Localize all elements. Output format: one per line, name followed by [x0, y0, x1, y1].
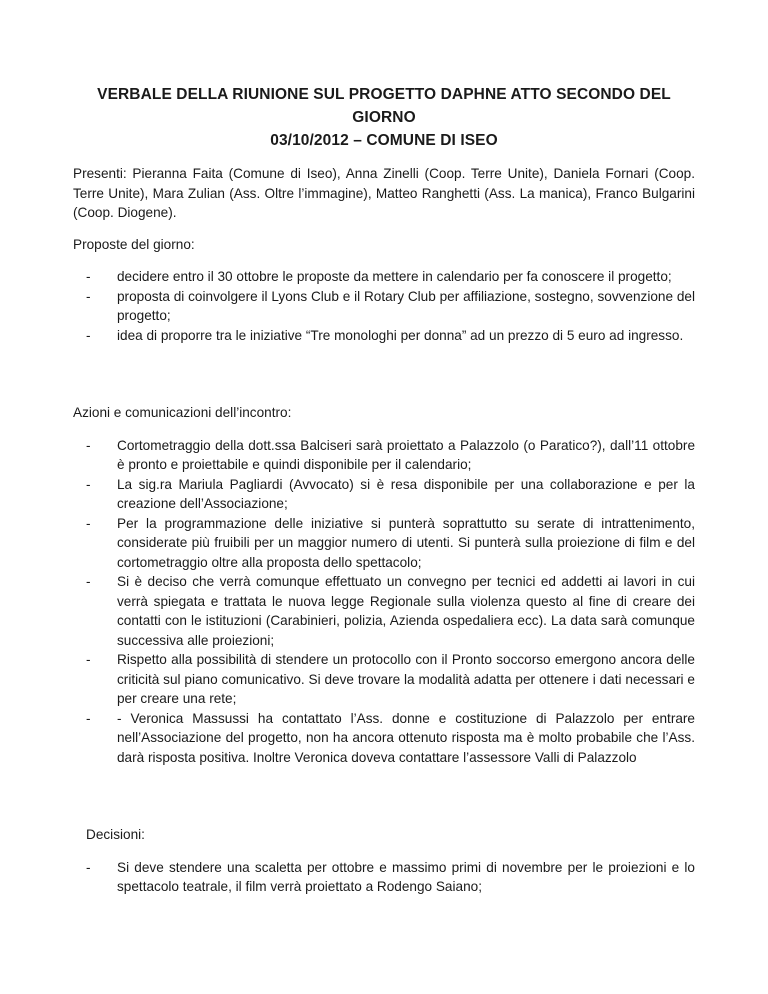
list-item — [73, 709, 695, 768]
dash-marker: - — [86, 437, 91, 453]
dash-marker: - — [86, 710, 91, 726]
azioni-list — [73, 436, 695, 768]
presenti-paragraph: Presenti: Pieranna Faita (Comune di Iseo), Anna Zinelli (Coop. Terre Unite), Daniela Fornari (Coop. Terre Unite), Mara Zulian (Ass. Oltre l’immagine), Matteo Ranghetti (Ass. La manica), Franco Bulgarini (Coop. Diogene). — [73, 166, 695, 220]
list-item — [73, 267, 695, 287]
dash-marker: - — [86, 327, 91, 343]
proposte-label: Proposte del giorno: — [73, 236, 195, 252]
decisioni-section — [73, 825, 695, 897]
proposte-list — [73, 267, 695, 345]
list-item-text: Rispetto alla possibilità di stendere un protocollo con il Pronto soccorso emergono ancora delle criticità sul piano comunicativo. Si deve trovare la modalità adatta per ottenere i dati necessari e per creare una rete; — [117, 652, 695, 706]
dash-marker: - — [86, 574, 91, 589]
decisioni-label: Decisioni: — [86, 827, 145, 842]
list-item — [73, 326, 695, 346]
list-item — [73, 287, 695, 326]
azioni-label: Azioni e comunicazioni dell’incontro: — [73, 405, 292, 420]
list-item-text: idea di proporre tra le iniziative “Tre monologhi per donna” ad un prezzo di 5 euro ad ingresso. — [117, 327, 684, 343]
list-item — [73, 436, 695, 475]
list-item-text: Si deve stendere una scaletta per ottobre e massimo primi di novembre per le proiezioni e lo spettacolo teatrale, il film verrà proiettato a Rodengo Saiano; — [117, 859, 695, 894]
list-item-text: La sig.ra Mariula Pagliardi (Avvocato) si è resa disponibile per una collaborazione e per la creazione dell’Associazione; — [117, 476, 695, 511]
dash-marker: - — [86, 269, 91, 284]
list-item-text: Cortometraggio della dott.ssa Balciseri sarà proiettato a Palazzolo (o Paratico?), dall’11 ottobre è pronto e proiettabile e quindi disponibile per il calendario; — [117, 437, 695, 472]
dash-marker: - — [86, 476, 91, 492]
list-item — [73, 475, 695, 514]
title-line-2: 03/10/2012 – COMUNE DI ISEO — [270, 132, 498, 149]
title-line-1: VERBALE DELLA RIUNIONE SUL PROGETTO DAPHNE ATTO SECONDO DEL GIORNO — [97, 86, 671, 126]
decisioni-list — [86, 858, 695, 897]
list-item-text: decidere entro il 30 ottobre le proposte da mettere in calendario per fa conoscere il progetto; — [117, 269, 672, 284]
dash-marker: - — [86, 515, 91, 531]
dash-marker: - — [86, 652, 91, 667]
list-item-text: proposta di coinvolgere il Lyons Club e il Rotary Club per affiliazione, sostegno, sovvenzione del progetto; — [117, 288, 695, 323]
list-item — [73, 650, 695, 709]
dash-marker: - — [86, 859, 91, 875]
list-item — [86, 858, 695, 897]
list-item — [73, 514, 695, 573]
document-title — [73, 83, 695, 152]
dash-marker: - — [86, 288, 91, 304]
list-item — [73, 572, 695, 650]
list-item-text: Si è deciso che verrà comunque effettuato un convegno per tecnici ed addetti ai lavori in cui verrà spiegata e trattata le nuova legge Regionale sulla violenza questo al fine di creare dei contatti con le istituzioni (Carabinieri, polizia, Azienda ospedaliera ecc). La data sarà comunque successiva alle proiezioni; — [117, 574, 695, 648]
list-item-text: Per la programmazione delle iniziative si punterà soprattutto su serate di intrattenimento, considerate più fruibili per un maggior numero di utenti. Si punterà sulla proiezione di film e del cortometraggio oltre alla proposta dello spettacolo; — [117, 515, 695, 570]
list-item-text: - Veronica Massussi ha contattato l’Ass. donne e costituzione di Palazzolo per entrare nell’Associazione del progetto, non ha ancora ottenuto risposta ma è molto probabile che l’Ass. darà risposta positiva. Inoltre Veronica doveva contattare l’assessore Valli di Palazzolo — [117, 710, 695, 765]
